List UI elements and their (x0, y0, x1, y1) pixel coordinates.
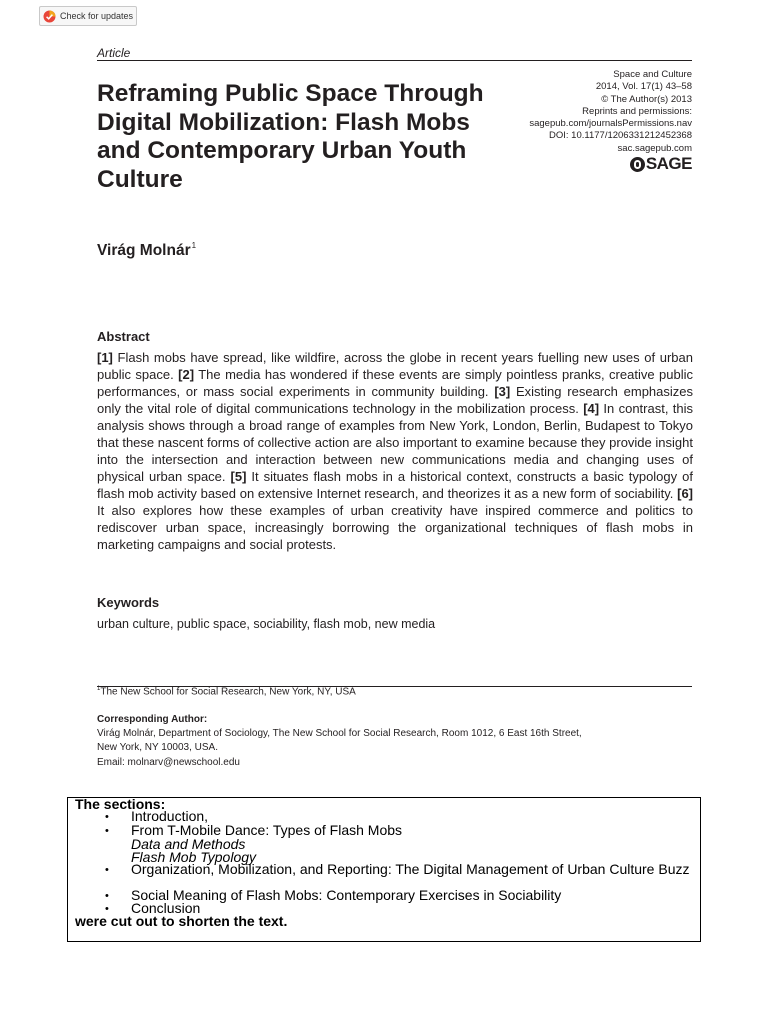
sections-note-box (67, 797, 701, 942)
affiliation-mark: 1 (97, 686, 101, 692)
journal-copyright: © The Author(s) 2013 (601, 93, 692, 105)
abstract-heading: Abstract (97, 329, 150, 344)
corresponding-city: New York, NY 10003, USA. (97, 742, 218, 753)
section-item: Organization, Mobilization, and Reporting: The Digital Management of Urban Culture Buzz (131, 861, 690, 877)
check-for-updates-button[interactable] (39, 6, 137, 26)
abstract-marker: [4] (583, 401, 600, 416)
paper-title: Reframing Public Space Through Digital Mobilization: Flash Mobs and Contemporary Urban Youth Culture (97, 80, 484, 193)
abstract-text: It also explores how these examples of urban creativity have inspired commerce and politics to rediscover urban space, increasingly borrowing the organizational techniques of flash mobs in marketing campaigns and social protests. (97, 503, 693, 552)
journal-reprints: Reprints and permissions: (582, 105, 692, 117)
abstract-text: Flash mobs have spread, like wildfire, across the globe in recent years fuelling new uses of urban public space. (97, 350, 693, 382)
list-bullet: • (105, 903, 109, 915)
journal-permissions-link[interactable]: sagepub.com/journalsPermissions.nav (529, 118, 692, 130)
keywords-list: urban culture, public space, sociability, flash mob, new media (97, 617, 436, 631)
abstract-text: The media has wondered if these events are simply pointless pranks, creative public performances, or mass social experiments in community building. (97, 367, 693, 399)
abstract-marker: [6] (677, 486, 693, 501)
abstract-text: In contrast, this analysis shows through a broad range of examples from New York, London, Berlin, Budapest to Tokyo that these nascent forms of collective action are also important to examine because they provide insight into the intersection and interaction between new communications media and changing uses of physical urban space. (97, 401, 693, 484)
abstract-text: Existing research emphasizes only the vital role of digital communications technology in the mobilization process. (97, 384, 693, 416)
author-name (97, 241, 196, 260)
affiliation-footnote (97, 686, 356, 697)
publisher-name: SAGE (645, 154, 692, 174)
corresponding-author-heading: Corresponding Author: (97, 714, 208, 725)
corresponding-address: Virág Molnár, Department of Sociology, The New School for Social Research, Room 1012, 6 East 16th Street, (97, 728, 582, 739)
journal-volume: 2014, Vol. 17(1) 43–58 (595, 81, 692, 93)
section-item: Social Meaning of Flash Mobs: Contemporary Exercises in Sociability (131, 887, 562, 903)
sections-note-heading: The sections: (75, 796, 166, 812)
article-type: Article (97, 46, 131, 60)
publisher-logo (529, 154, 692, 174)
section-subitem: Flash Mob Typology (131, 849, 257, 865)
journal-site-link[interactable]: sac.sagepub.com (617, 142, 692, 154)
abstract-marker: [1] (97, 350, 113, 365)
list-bullet: • (105, 864, 109, 876)
sage-logo-icon (630, 157, 645, 172)
abstract-text: It situates flash mobs in a historical context, constructs a basic typology of flash mob activity based on extensive Internet research, and theorizes it as a new form of sociability. (97, 469, 693, 501)
corresponding-email[interactable]: Email: molnarv@newschool.edu (97, 757, 240, 768)
check-for-updates-label: Check for updates (60, 11, 134, 21)
journal-info (529, 69, 692, 172)
keywords-heading: Keywords (97, 595, 160, 610)
check-for-updates-icon (43, 10, 56, 23)
affiliation-text: The New School for Social Research, New York, NY, USA (100, 686, 356, 698)
section-item: Introduction, (131, 808, 209, 824)
list-bullet: • (105, 811, 109, 823)
section-item: Conclusion (131, 900, 201, 916)
abstract-marker: [3] (494, 384, 511, 399)
author-affil-mark: 1 (191, 241, 197, 250)
list-bullet: • (105, 825, 109, 837)
journal-doi[interactable]: DOI: 10.1177/1206331212452368 (549, 130, 692, 142)
abstract-body (97, 349, 693, 553)
header-divider (97, 60, 692, 61)
author-name-text: Virág Molnár (97, 242, 191, 259)
abstract-marker: [2] (178, 367, 195, 382)
section-item: From T-Mobile Dance: Types of Flash Mobs (131, 822, 403, 838)
sections-note-footer: were cut out to shorten the text. (75, 913, 288, 929)
list-bullet: • (105, 890, 109, 902)
abstract-marker: [5] (230, 469, 247, 484)
journal-name: Space and Culture (613, 69, 692, 80)
section-subitem: Data and Methods (131, 836, 246, 852)
